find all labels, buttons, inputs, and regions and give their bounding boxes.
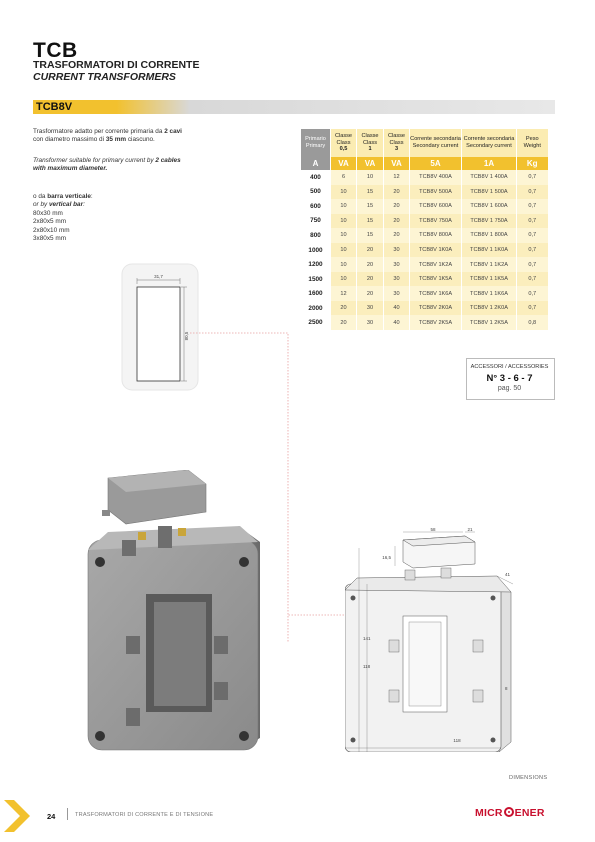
table-cell: 10: [331, 214, 357, 229]
table-cell: 20: [384, 214, 410, 229]
table-cell: TCB8V 500A: [410, 185, 462, 200]
table-cell: 30: [384, 272, 410, 287]
header-it: Peso: [525, 136, 539, 143]
table-cell: 0,7: [517, 243, 548, 258]
table-cell: 10: [331, 228, 357, 243]
dim-label: 58: [430, 527, 436, 532]
subtitle-english: CURRENT TRANSFORMERS: [33, 71, 176, 83]
product-photo: [68, 470, 283, 770]
table-cell: 30: [357, 301, 384, 316]
table-cell: 30: [384, 243, 410, 258]
table-cell: 20: [357, 243, 384, 258]
table-cell: TCB8V 1 1K6A: [462, 286, 517, 301]
table-cell: TCB8V 1K0A: [410, 243, 462, 258]
dim-label: 41: [505, 572, 511, 577]
table-cell: TCB8V 1 500A: [462, 185, 517, 200]
table-cell: 30: [384, 257, 410, 272]
header-en: Class: [336, 139, 351, 146]
window-height-label: 80,5: [184, 331, 189, 341]
table-cell: 15: [357, 214, 384, 229]
table-unit-cell: VA: [384, 157, 410, 170]
table-cell: 0,7: [517, 199, 548, 214]
table-cell: 20: [384, 199, 410, 214]
table-unit-cell: Kg: [517, 157, 548, 170]
header-class-value: 3: [394, 146, 399, 153]
header-en: Primary: [305, 143, 326, 149]
table-cell: TCB8V 750A: [410, 214, 462, 229]
dim-label: 21: [467, 527, 473, 532]
primary-current-cell: 750: [301, 214, 331, 229]
table-cell: 10: [331, 243, 357, 258]
table-cell: 6: [331, 170, 357, 185]
header-it: Corrente secondaria: [410, 136, 461, 143]
page-number: 24: [47, 812, 56, 821]
bar-size-item: 2x80x5 mm: [33, 218, 67, 226]
accessories-label: ACCESSORI / ACCESSORIES: [470, 364, 549, 370]
table-cell: 30: [357, 315, 384, 330]
table-cell: 0,7: [517, 257, 548, 272]
table-cell: TCB8V 1 600A: [462, 199, 517, 214]
table-unit-cell: 1A: [462, 157, 517, 170]
table-cell: TCB8V 2K0A: [410, 301, 462, 316]
window-width-label: 31,7: [154, 274, 163, 279]
table-cell: TCB8V 1 1K0A: [462, 243, 517, 258]
primary-current-cell: 400: [301, 170, 331, 185]
table-cell: 0,7: [517, 228, 548, 243]
description-english: Transformer suitable for primary current by 2 cables with maximum diameter.: [33, 157, 181, 173]
table-cell: TCB8V 1 1K5A: [462, 272, 517, 287]
table-cell: 10: [331, 199, 357, 214]
table-unit-cell: VA: [331, 157, 357, 170]
bar-size-item: 3x80x5 mm: [33, 235, 67, 243]
table-cell: TCB8V 2K5A: [410, 315, 462, 330]
page-title: TCB: [33, 39, 78, 62]
table-cell: TCB8V 400A: [410, 170, 462, 185]
table-cell: 20: [331, 315, 357, 330]
subtitle-italian: TRASFORMATORI DI CORRENTE: [33, 59, 200, 71]
bar-options: o da barra verticale: or by vertical bar: 80x30 mm 2x80x5 mm 2x80x10 mm 3x80x5 mm: [33, 193, 93, 243]
table-cell: 20: [357, 257, 384, 272]
footer-text: TRASFORMATORI DI CORRENTE E DI TENSIONE: [75, 812, 214, 818]
table-cell: 10: [331, 257, 357, 272]
accessories-numbers: N° 3 - 6 - 7: [486, 373, 533, 384]
header-class-value: 1: [368, 146, 372, 153]
table-cell: 0,7: [517, 170, 548, 185]
table-cell: TCB8V 1K5A: [410, 272, 462, 287]
table-cell: 0,7: [517, 301, 548, 316]
table-cell: 20: [357, 286, 384, 301]
dimensions-drawing: [345, 520, 520, 752]
table-cell: 15: [357, 228, 384, 243]
header-en: Secondary current: [466, 143, 512, 149]
table-cell: 12: [384, 170, 410, 185]
table-cell: 15: [357, 185, 384, 200]
table-cell: 20: [331, 301, 357, 316]
description-italian: Trasformatore adatto per corrente primaria da 2 cavi con diametro massimo di 35 mm ciascuno.: [33, 128, 182, 144]
table-cell: TCB8V 1 400A: [462, 170, 517, 185]
primary-current-cell: 2000: [301, 301, 331, 316]
table-cell: TCB8V 1 2K5A: [462, 315, 517, 330]
table-cell: 30: [384, 286, 410, 301]
table-cell: 20: [384, 185, 410, 200]
section-label: TCB8V: [36, 101, 73, 113]
page-corner-arrow-icon: [4, 796, 36, 836]
table-unit-cell: 5A: [410, 157, 462, 170]
table-cell: 10: [331, 272, 357, 287]
primary-current-cell: 2500: [301, 315, 331, 330]
primary-current-cell: 800: [301, 228, 331, 243]
table-cell: TCB8V 1 750A: [462, 214, 517, 229]
header-it: Classe: [361, 132, 379, 139]
footer-divider: [67, 808, 68, 820]
bar-size-item: 2x80x10 mm: [33, 226, 70, 234]
header-en: Class: [389, 139, 404, 146]
header-it: Primario: [305, 136, 326, 143]
table-cell: TCB8V 1K6A: [410, 286, 462, 301]
table-cell: TCB8V 1 2K0A: [462, 301, 517, 316]
table-cell: TCB8V 800A: [410, 228, 462, 243]
table-cell: 0,7: [517, 214, 548, 229]
brand-logo[interactable]: MICR ENER: [475, 807, 545, 819]
table-cell: 20: [357, 272, 384, 287]
accessories-page[interactable]: pag. 50: [497, 385, 522, 392]
dim-label: 118: [453, 738, 461, 743]
table-cell: TCB8V 600A: [410, 199, 462, 214]
header-it: Corrente secondaria: [463, 136, 515, 143]
bar-size-item: 80x30 mm: [33, 209, 63, 217]
table-cell: 0,7: [517, 286, 548, 301]
table-cell: 0,7: [517, 185, 548, 200]
dim-label: 8: [505, 686, 508, 691]
header-en: Weight: [523, 143, 541, 149]
table-cell: 20: [384, 228, 410, 243]
primary-current-cell: 1600: [301, 286, 331, 301]
table-cell: 0,8: [517, 315, 548, 330]
table-cell: 10: [357, 170, 384, 185]
dim-label: 118: [363, 664, 371, 669]
header-class-value: 0,5: [339, 146, 348, 153]
table-cell: 12: [331, 286, 357, 301]
table-unit-cell: A: [301, 157, 331, 170]
header-it: Classe: [334, 132, 353, 139]
table-cell: 40: [384, 315, 410, 330]
table-cell: 0,7: [517, 272, 548, 287]
header-it: Classe: [387, 132, 406, 139]
header-en: Secondary current: [412, 143, 459, 149]
primary-current-cell: 500: [301, 185, 331, 200]
dim-label: 141: [363, 636, 371, 641]
dim-label: 16,5: [382, 555, 391, 560]
primary-current-cell: 1000: [301, 243, 331, 258]
dimensions-caption: DIMENSIONS: [509, 775, 548, 781]
primary-current-cell: 1200: [301, 257, 331, 272]
table-cell: 40: [384, 301, 410, 316]
logo-circle-icon: [504, 807, 514, 817]
table-cell: 15: [357, 199, 384, 214]
table-cell: TCB8V 1 800A: [462, 228, 517, 243]
primary-current-cell: 600: [301, 199, 331, 214]
table-cell: TCB8V 1K2A: [410, 257, 462, 272]
header-en: Class: [363, 139, 377, 146]
table-cell: TCB8V 1 1K2A: [462, 257, 517, 272]
table-unit-cell: VA: [357, 157, 384, 170]
table-cell: 10: [331, 185, 357, 200]
primary-current-cell: 1500: [301, 272, 331, 287]
